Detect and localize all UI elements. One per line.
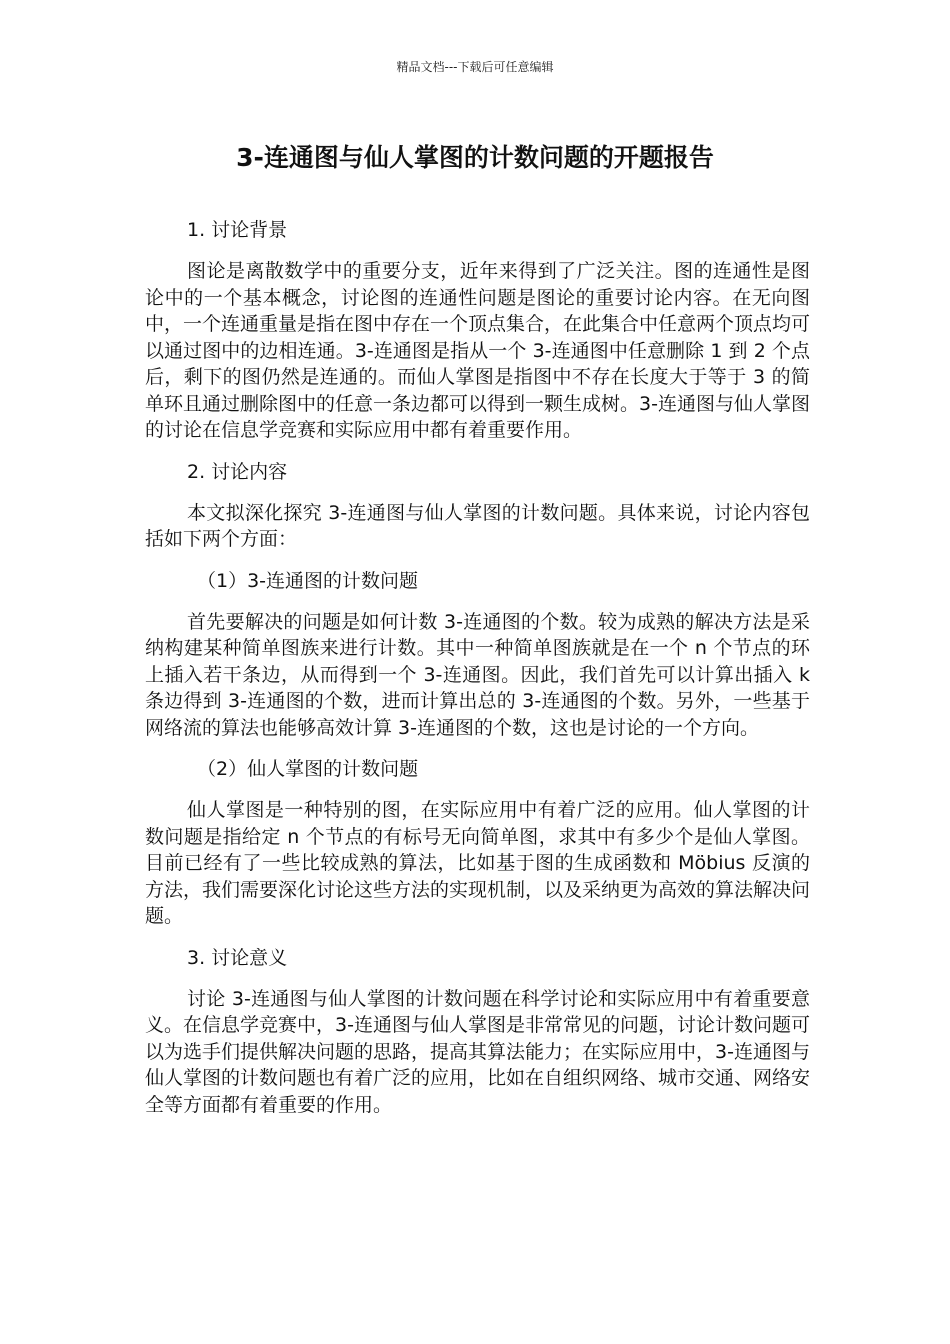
header-note: 精品文档---下载后可任意编辑 <box>396 60 554 74</box>
subsection-heading: （1）3-连通图的计数问题 <box>197 569 419 592</box>
subsection-paragraph: 仙人掌图是一种特别的图，在实际应用中有着广泛的应用。仙人掌图的计数问题是指给定 n 个节点的有标号无向简单图，求其中有多少个是仙人掌图。目前已经有了一些比较成熟的算法，比如基于图的生成函数和 Möbius 反演的方法，我们需要深化讨论这些方法的实现机制，以及采纳更为高效的算法解决问题。 <box>145 799 811 927</box>
subsection-paragraph: 首先要解决的问题是如何计数 3-连通图的个数。较为成熟的解决方法是采纳构建某种简单图族来进行计数。其中一种简单图族就是在一个 n 个节点的环上插入若干条边，从而得到一个 3-连通图。因此，我们首先可以计算出插入 k 条边得到 3-连通图的个数，进而计算出总的 3-连通图的个数。另外，一些基于网络流的算法也能够高效计算 3-连通图的个数，这也是讨论的一个方向。 <box>145 610 810 739</box>
section-heading: 3. 讨论意义 <box>187 946 288 969</box>
section-paragraph: 图论是离散数学中的重要分支，近年来得到了广泛关注。图的连通性是图论中的一个基本概念，讨论图的连通性问题是图论的重要讨论内容。在无向图中，一个连通重量是指在图中存在一个顶点集合，在此集合中任意两个顶点均可以通过图中的边相连通。3-连通图是指从一个 3-连通图中任意删除 1 到 2 个点后，剩下的图仍然是连通的。而仙人掌图是指图中不存在长度大于等于 3 的简单环且通过删除图中的任意一条边都可以得到一颗生成树。3-连通图与仙人掌图的讨论在信息学竞赛和实际应用中都有着重要作用。 <box>145 260 811 441</box>
subsection-heading: （2）仙人掌图的计数问题 <box>197 758 419 780</box>
section-background <box>145 216 810 444</box>
document-body <box>145 216 810 1132</box>
section-paragraph: 本文拟深化探究 3-连通图与仙人掌图的计数问题。具体来说，讨论内容包括如下两个方面： <box>145 501 810 550</box>
section-heading: 2. 讨论内容 <box>187 460 288 483</box>
subsection-3-connected <box>145 567 810 742</box>
section-significance <box>145 944 810 1119</box>
document-title: 3-连通图与仙人掌图的计数问题的开题报告 <box>236 143 714 172</box>
subsection-cactus <box>145 755 810 930</box>
section-paragraph: 讨论 3-连通图与仙人掌图的计数问题在科学讨论和实际应用中有着重要意义。在信息学竞赛中，3-连通图与仙人掌图是非常常见的问题，讨论计数问题可以为选手们提供解决问题的思路，提高其算法能力；在实际应用中，3-连通图与仙人掌图的计数问题也有着广泛的应用，比如在自组织网络、城市交通、网络安全等方面都有着重要的作用。 <box>145 987 811 1116</box>
section-content <box>145 458 810 930</box>
section-heading: 1. 讨论背景 <box>187 219 288 241</box>
